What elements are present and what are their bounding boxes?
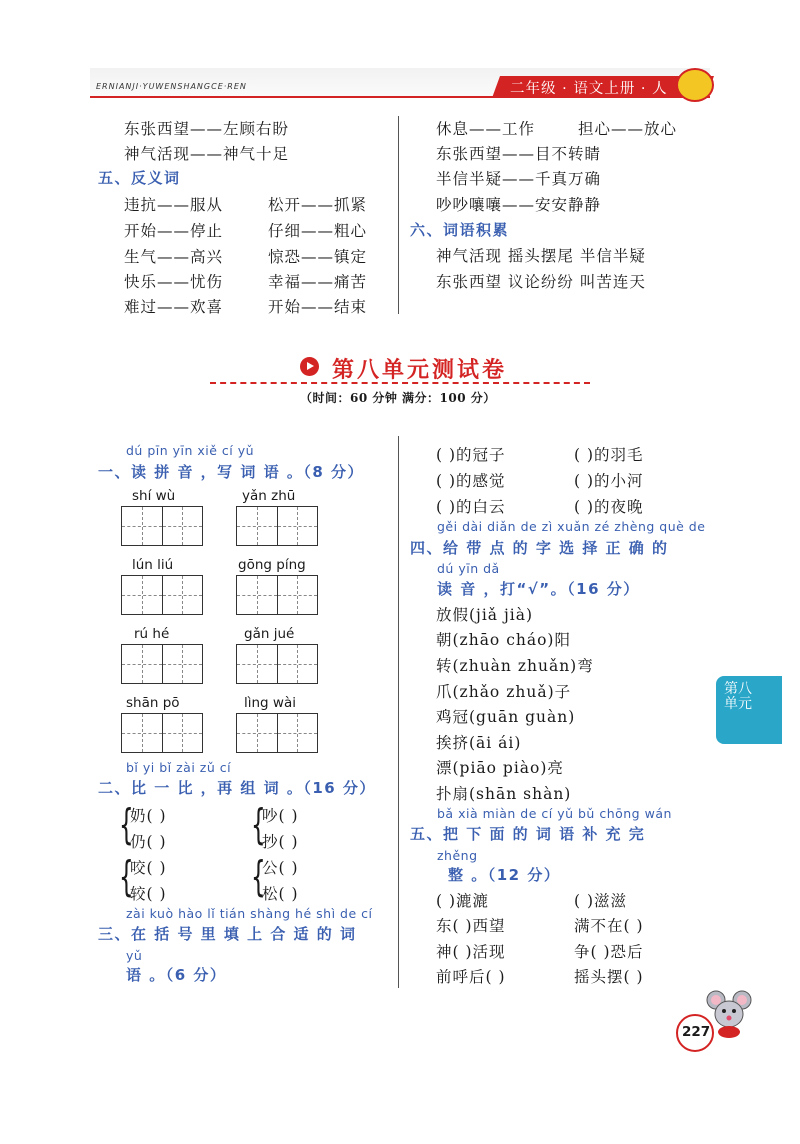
- q2-heading: 二、比 一 比 ，再 组 词 。（16 分）: [98, 779, 376, 797]
- q5-heading: 五、把 下 面 的 词 语 补 充 完: [410, 825, 646, 843]
- brace-icon: {: [119, 852, 134, 901]
- series-label: ERNIANJI·YUWENSHANGCE·REN: [96, 82, 247, 91]
- writing-grid[interactable]: [236, 575, 318, 615]
- antonym-item: 开始——停止: [124, 222, 224, 240]
- writing-grid[interactable]: [236, 506, 318, 546]
- grade-label: 二年级 · 语文上册 · 人: [510, 81, 668, 97]
- fill-item: ( )的冠子: [436, 446, 506, 464]
- q3-pinyin: zài kuò hào lǐ tián shàng hé shì de cí: [126, 906, 373, 921]
- antonym-item: 惊恐——镇定: [268, 248, 368, 266]
- q5-heading-cont: 整 。（12 分）: [448, 866, 561, 884]
- writing-grid[interactable]: [121, 644, 203, 684]
- q5-pinyin: bǎ xià miàn de cí yǔ bǔ chōng wán: [437, 806, 672, 821]
- writing-grid[interactable]: [236, 713, 318, 753]
- writing-grid[interactable]: [236, 644, 318, 684]
- page-number: 227: [682, 1024, 711, 1040]
- fill-item: ( )的感觉: [436, 472, 506, 490]
- complete-item: 摇头摆( ): [574, 968, 644, 986]
- answer-line: 吵吵嚷嚷——安安静静: [436, 196, 602, 214]
- compare-item: 较( ): [130, 885, 167, 903]
- answer-line: 休息——工作: [436, 120, 536, 138]
- time-info: （时间：60 分钟 满分：100 分）: [300, 391, 496, 405]
- q1-pinyin: dú pīn yīn xiě cí yǔ: [126, 443, 255, 458]
- column-divider: [398, 436, 399, 988]
- fill-item: ( )的夜晚: [574, 498, 644, 516]
- play-icon: [300, 357, 319, 376]
- antonym-item: 开始——结束: [268, 298, 368, 316]
- writing-grid[interactable]: [121, 713, 203, 753]
- reading-choice[interactable]: 扑扇(shān shàn): [436, 785, 572, 803]
- q3-heading: 三、在 括 号 里 填 上 合 适 的 词: [98, 925, 357, 943]
- column-divider: [398, 116, 399, 314]
- q3-heading-cont: 语 。（6 分）: [126, 966, 227, 984]
- q1-pinyin-item: shān pō: [126, 695, 180, 711]
- complete-item: ( )漉漉: [436, 892, 490, 910]
- complete-item: ( )滋滋: [574, 892, 628, 910]
- answer-line: 神气活现——神气十足: [124, 145, 290, 163]
- q4-heading-cont: 读 音 ，打“√”。（16 分）: [437, 580, 640, 598]
- q1-pinyin-item: gǎn jué: [244, 626, 295, 642]
- q1-pinyin-item: lún liú: [132, 557, 174, 573]
- reading-choice[interactable]: 漂(piāo piào)亮: [436, 759, 564, 777]
- complete-item: 神( )活现: [436, 943, 506, 961]
- brace-icon: {: [251, 852, 266, 901]
- reading-choice[interactable]: 放假(jiǎ jià): [436, 606, 534, 624]
- accum-line: 东张西望 议论纷纷 叫苦连天: [436, 273, 646, 291]
- compare-item: 松( ): [262, 885, 299, 903]
- q1-pinyin-item: shí wù: [132, 488, 176, 504]
- compare-item: 仍( ): [130, 833, 167, 851]
- book-logo-icon: [676, 68, 714, 102]
- reading-choice[interactable]: 朝(zhāo cháo)阳: [436, 631, 571, 649]
- brace-icon: {: [119, 800, 134, 849]
- q4-heading: 四、给 带 点 的 字 选 择 正 确 的: [410, 539, 669, 557]
- q1-heading: 一、读 拼 音 ，写 词 语 。（8 分）: [98, 463, 364, 481]
- complete-item: 前呼后( ): [436, 968, 506, 986]
- compare-item: 抄( ): [262, 833, 299, 851]
- q1-pinyin-item: lìng wài: [244, 695, 296, 711]
- reading-choice[interactable]: 转(zhuàn zhuǎn)弯: [436, 657, 594, 675]
- q5-pinyin2: zhěng: [437, 848, 478, 863]
- q2-pinyin: bǐ yi bǐ zài zǔ cí: [126, 760, 232, 775]
- reading-choice[interactable]: 鸡冠(guān guàn): [436, 708, 576, 726]
- unit-title: 第八单元测试卷: [332, 357, 508, 383]
- answer-line: 东张西望——左顾右盼: [124, 120, 290, 138]
- answer-line: 东张西望——目不转睛: [436, 145, 602, 163]
- answer-line: 担心——放心: [578, 120, 678, 138]
- compare-item: 咬( ): [130, 859, 167, 877]
- complete-item: 满不在( ): [574, 917, 644, 935]
- antonym-heading: 五、反义词: [98, 169, 181, 187]
- complete-item: 东( )西望: [436, 917, 506, 935]
- title-dashed-line: [210, 382, 590, 384]
- compare-item: 公( ): [262, 859, 299, 877]
- antonym-item: 松开——抓紧: [268, 196, 368, 214]
- antonym-item: 违抗——服从: [124, 196, 224, 214]
- unit-side-label: 第八单元: [724, 681, 752, 712]
- q4-pinyin2: dú yīn dǎ: [437, 561, 500, 576]
- accum-line: 神气活现 摇头摆尾 半信半疑: [436, 247, 646, 265]
- antonym-item: 生气——高兴: [124, 248, 224, 266]
- q1-pinyin-item: rú hé: [134, 626, 170, 642]
- q4-pinyin: gěi dài diǎn de zì xuǎn zé zhèng què de: [437, 519, 706, 534]
- answer-line: 半信半疑——千真万确: [436, 170, 602, 188]
- q1-pinyin-item: gōng píng: [238, 557, 306, 573]
- fill-item: ( )的白云: [436, 498, 506, 516]
- compare-item: 奶( ): [130, 807, 167, 825]
- complete-item: 争( )恐后: [574, 943, 644, 961]
- antonym-item: 难过——欢喜: [124, 298, 224, 316]
- writing-grid[interactable]: [121, 506, 203, 546]
- q1-pinyin-item: yǎn zhū: [242, 488, 296, 504]
- antonym-item: 幸福——痛苦: [268, 273, 368, 291]
- writing-grid[interactable]: [121, 575, 203, 615]
- antonym-item: 快乐——忧伤: [124, 273, 224, 291]
- brace-icon: {: [251, 800, 266, 849]
- q3-pinyin2: yǔ: [126, 948, 143, 963]
- accum-heading: 六、词语积累: [410, 221, 510, 239]
- fill-item: ( )的羽毛: [574, 446, 644, 464]
- fill-item: ( )的小河: [574, 472, 644, 490]
- reading-choice[interactable]: 爪(zhǎo zhuǎ)子: [436, 683, 572, 701]
- reading-choice[interactable]: 挨挤(āi ái): [436, 734, 522, 752]
- compare-item: 吵( ): [262, 807, 299, 825]
- antonym-item: 仔细——粗心: [268, 222, 368, 240]
